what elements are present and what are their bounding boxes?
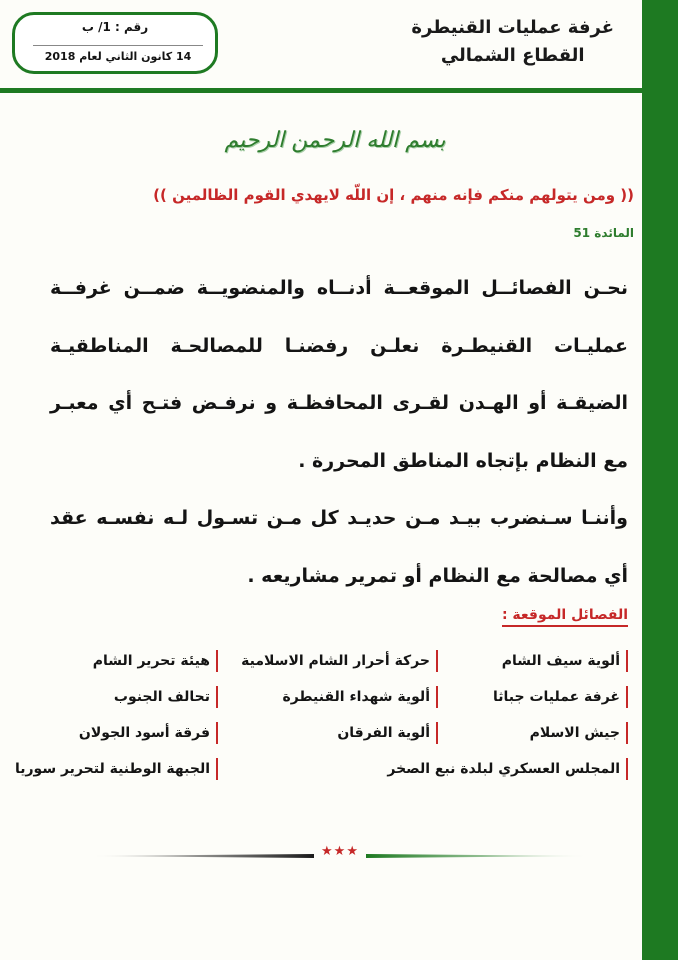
statement-paragraph-1: نحـن الفصائــل الموقعــة أدنــاه والمنضويــة ضمــن غرفــة عمليـات القنيطـرة نعلـن رفضنـا للمصالحـة المناطقيـة الضيقـة أو الهـدن لقـرى المحافظـة و نرفـض فتـح أي معبـر مع النظام بإتجاه المناطق المحررة .: [50, 277, 628, 472]
signatories-list: [14, 650, 628, 780]
green-side-stripe: [642, 0, 678, 960]
signatory-item: ألوية سيف الشام: [448, 650, 628, 672]
reference-number: رقم : 1/ ب: [81, 20, 149, 34]
red-stars-icon: ★★★: [321, 844, 359, 859]
issuer-name: غرفة عمليات القنيطرة: [411, 17, 614, 38]
signatory-item: المجلس العسكري لبلدة نبع الصخر: [228, 758, 628, 780]
signatories-heading: الفصائل الموقعة :: [502, 607, 628, 627]
footer-black-line: [92, 854, 314, 858]
statement-paragraph-2: وأننـا سـنضرب بيـد مـن حديـد كل مـن تسـول لـه نفسـه عقد أي مصالحة مع النظام أو تمرير مشاريعه .: [50, 507, 628, 587]
reference-date: 14 كانون الثاني لعام 2018: [33, 45, 203, 63]
signatory-item: حركة أحرار الشام الاسلامية: [228, 650, 438, 672]
basmala-calligraphy: [200, 112, 470, 168]
signatory-item: ألوية الفرقان: [228, 722, 438, 744]
footer-green-line: [366, 854, 588, 858]
verse-reference: المائدة 51: [573, 226, 634, 240]
signatory-item: غرفة عمليات جباثا: [448, 686, 628, 708]
quran-verse: (( ومن يتولهم منكم فإنه منهم ، إن اللّه لايهدي القوم الظالمين )): [153, 186, 634, 204]
reference-box: [12, 12, 218, 74]
signatory-item: ألوية شهداء القنيطرة: [228, 686, 438, 708]
signatory-item: فرقة أسود الجولان: [38, 722, 218, 744]
footer-divider: [92, 844, 588, 860]
header-divider: [0, 88, 642, 93]
signatory-item: جيش الاسلام: [448, 722, 628, 744]
signatory-item: هيئة تحرير الشام: [38, 650, 218, 672]
signatory-item: الجبهة الوطنية لتحرير سوريا: [38, 758, 218, 780]
issuer-block: [411, 14, 614, 70]
basmala-text: بسم الله الرحمن الرحيم: [224, 127, 446, 153]
statement-body: [50, 260, 628, 605]
signatory-item: تحالف الجنوب: [38, 686, 218, 708]
issuer-sector: القطاع الشمالي: [440, 45, 585, 66]
